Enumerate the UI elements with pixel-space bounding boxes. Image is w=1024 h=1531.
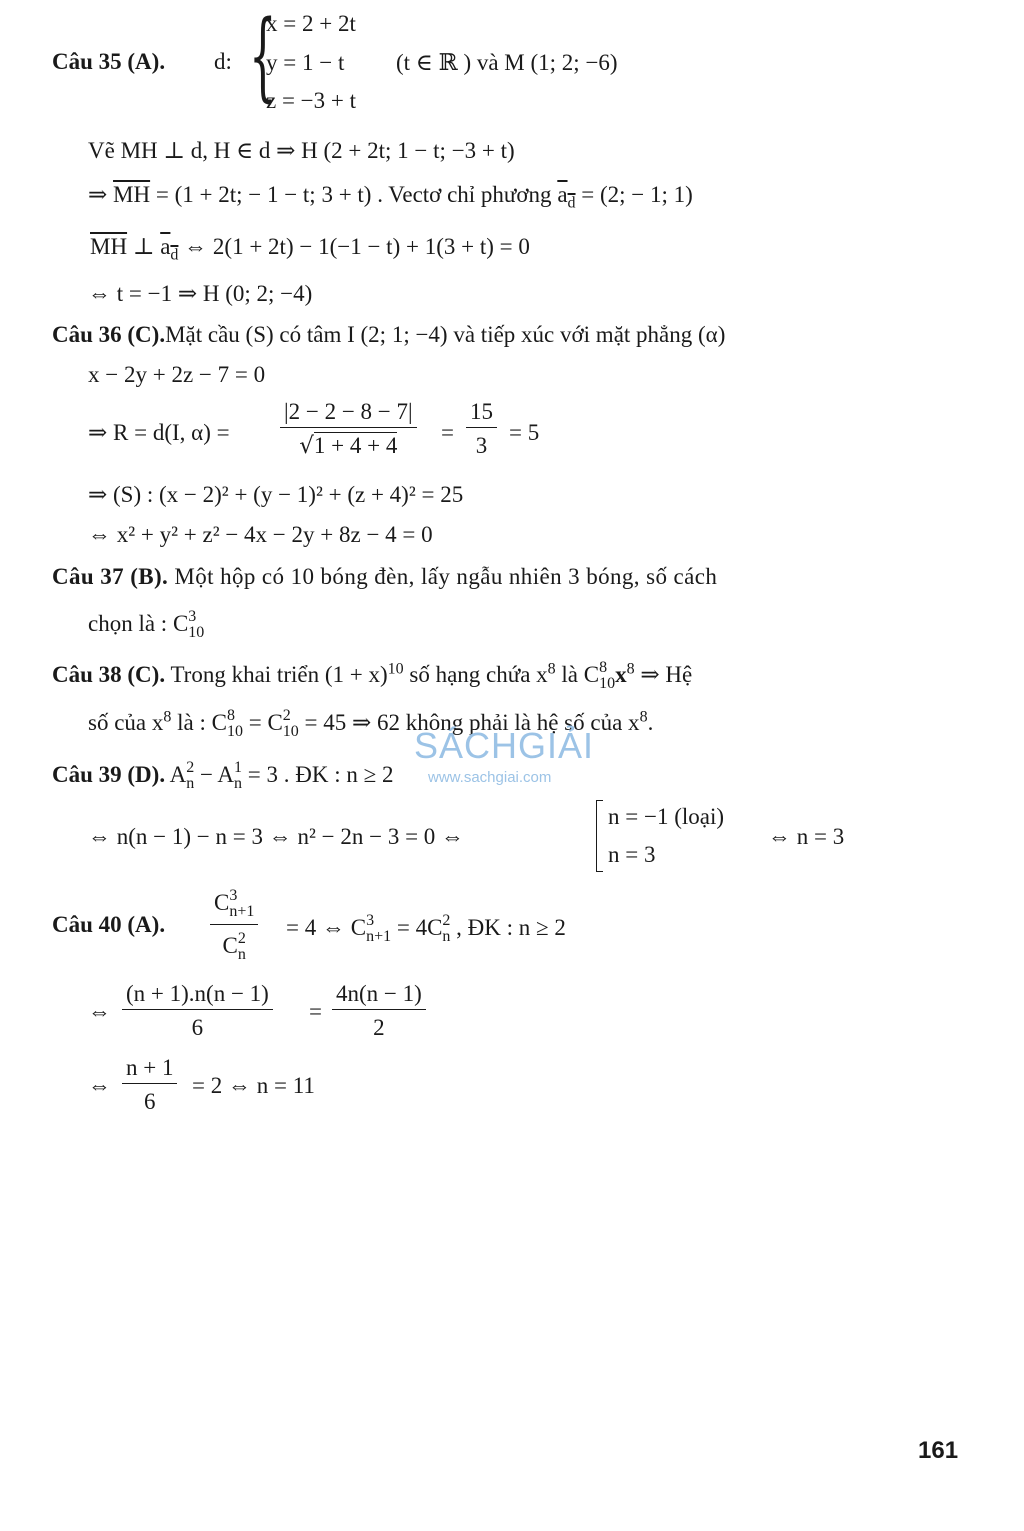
text: Mặt cầu (S) có tâm I (2; 1; −4) và tiếp xúc với mặt phẳng (α) [165,322,726,347]
q39-line-2: ⇔ n(n − 1) − n = 3 ⇔ n² − 2n − 3 = 0 ⇔ [88,824,465,849]
case-bracket [596,800,603,872]
q40-result: = 2 ⇔ n = 11 [192,1073,315,1098]
equals-sign: = [441,420,454,445]
question-36-label: Câu 36 (C). [52,322,166,347]
question-35-label: Câu 35 (A). [52,49,166,74]
watermark-brand: SÁCHGIẢI [414,725,595,766]
q35-line-2 [88,182,693,212]
q37-line-2: chọn là : C 3 10 [88,608,205,641]
q36-line-1 [52,323,725,346]
text: = (2; − 1; 1) [575,182,693,207]
vector-mh: $\overline{MH}$ [90,234,128,259]
q35-line-4: ⇔ t = −1 ⇒ H (0; 2; −4) [88,281,313,306]
fraction-rhs [332,982,426,1039]
equivalence-sign: ⇔ [88,999,111,1024]
q38-line-2: số của $x^8$ là : C 8 10 = C 2 10 = 45 ⇒ 62 không phải là hệ số của $x^8$. [88,707,654,740]
vector-mh: $\overline{MH}$ [113,182,151,207]
question-37-label: Câu 37 (B). [52,564,169,589]
q35-line-3 [90,234,530,264]
fraction-15-3 [466,400,497,457]
system-eq-3: z = −3 + t [266,88,357,113]
fraction-radius [280,400,417,458]
q40-line-1: = 4 ⇔ C 3 n+1 = 4C 2 n , ĐK : n ≥ 2 [286,912,566,945]
system-condition: (t ∈ ℝ ) và M (1; 2; −6) [396,50,618,75]
fraction-denominator: 3 [475,433,488,458]
fraction-numerator: C 3 n+1 [210,888,258,925]
q38-line-1: Câu 38 (C). Trong khai triển $(1 + x)^{10}$ số hạng chứa $x^8$ là C 8 10 $x^8$ ⇒ Hệ [52,659,693,692]
equivalence-sign: ⇔ [88,1073,111,1098]
watermark [414,725,595,786]
case-2: n = 3 [608,842,656,867]
text: Một hộp có 10 bóng đèn, lấy ngẫu nhiên 3 bóng, số cách [174,564,718,589]
sphere-equation-expanded: ⇔ x² + y² + z² − 4x − 2y + 8z − 4 = 0 [88,522,433,547]
fraction-final [122,1056,177,1113]
fraction-numerator: n + 1 [122,1056,177,1084]
fraction-denominator: 6 [143,1089,156,1114]
question-38-label: Câu 38 (C). [52,662,166,687]
radius-result: = 5 [509,420,540,445]
text: ⇒ [88,182,114,207]
q36-radius-prefix: ⇒ R = d(I, α) = [88,420,230,445]
fraction-numerator: 15 [466,400,497,428]
case-1: n = −1 (loại) [608,804,724,829]
line-d-prefix: d: [214,49,232,74]
system-brace: { [249,0,277,112]
fraction-lhs [122,982,273,1039]
fraction-denominator: 2 [373,1015,385,1040]
equals-sign: = [309,999,322,1024]
q36-plane: x − 2y + 2z − 7 = 0 [88,362,266,387]
text: ⊥ [127,234,161,259]
q37-line-1 [52,565,717,588]
system-eq-2: y = 1 − t [266,50,345,75]
text: ⇔ 2(1 + 2t) − 1(−1 − t) + 1(3 + t) = 0 [178,234,530,259]
question-39-label: Câu 39 (D). [52,762,166,787]
watermark-url: www.sachgiai.com [428,769,552,786]
text: = (1 + 2t; − 1 − t; 3 + t) . Vectơ chỉ phương [150,182,558,207]
fraction-denominator: C 2 n [222,930,246,963]
fraction-denominator: √1 + 4 + 4 [299,433,398,459]
q39-result: ⇔ n = 3 [768,824,845,849]
fraction-denominator: 6 [191,1015,204,1040]
fraction-numerator: 4n(n − 1) [332,982,426,1010]
vector-ad: $a_d$ [160,234,179,264]
q35-line-1: Vẽ MH ⊥ d, H ∈ d ⇒ H (2 + 2t; 1 − t; −3 + t) [88,138,515,163]
q39-line-1: Câu 39 (D). A 2 n − A 1 n = 3 . ĐK : n ≥ 2 [52,759,394,792]
system-eq-1: x = 2 + 2t [266,11,356,36]
page-number: 161 [918,1437,959,1464]
fraction-numerator: |2 − 2 − 8 − 7| [280,400,417,428]
sphere-equation: ⇒ (S) : (x − 2)² + (y − 1)² + (z + 4)² = 25 [88,482,464,507]
question-40-label: Câu 40 (A). [52,912,166,937]
fraction-numerator: (n + 1).n(n − 1) [122,982,273,1010]
vector-ad: $a_d$ [557,182,576,212]
fraction-combination [210,888,258,963]
